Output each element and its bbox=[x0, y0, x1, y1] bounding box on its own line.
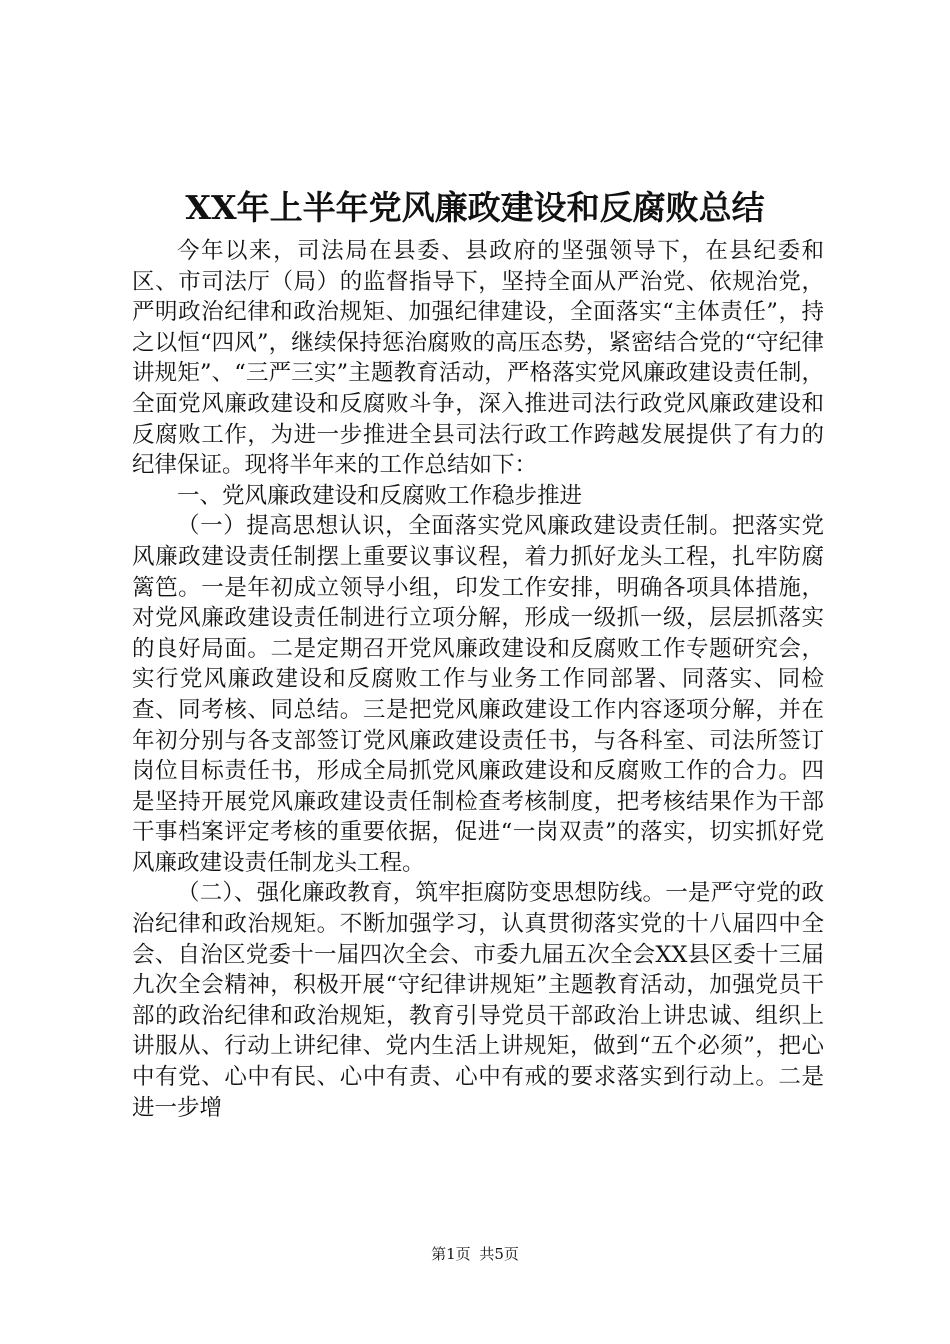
document-body bbox=[132, 236, 824, 1123]
paragraph-subsection-1: （一）提高思想认识，全面落实党风廉政建设责任制。把落实党风廉政建设责任制摆上重要议事议程，着力抓好龙头工程，扎牢防腐篱笆。一是年初成立领导小组，印发工作安排，明确各项具体措施，对党风廉政建设责任制进行立项分解，形成一级抓一级，层层抓落实的良好局面。二是定期召开党风廉政建设和反腐败工作专题研究会，实行党风廉政建设和反腐败工作与业务工作同部署、同落实、同检查、同考核、同总结。三是把党风廉政建设工作内容逐项分解，并在年初分别与各支部签订党风廉政建设责任书，与各科室、司法所签订岗位目标责任书，形成全局抓党风廉政建设和反腐败工作的合力。四是坚持开展党风廉政建设责任制检查考核制度，把考核结果作为干部干事档案评定考核的重要依据，促进“一岗双责”的落实，切实抓好党风廉政建设责任制龙头工程。 bbox=[132, 513, 824, 876]
section-heading-1: 一、党风廉政建设和反腐败工作稳步推进 bbox=[177, 482, 583, 509]
document-title: XX年上半年党风廉政建设和反腐败总结 bbox=[185, 188, 765, 227]
paragraph-intro: 今年以来，司法局在县委、县政府的坚强领导下，在县纪委和区、市司法厅（局）的监督指导下，坚持全面从严治党、依规治党，严明政治纪律和政治规矩、加强纪律建设，全面落实“主体责任”，持之以恒“四风”，继续保持惩治腐败的高压态势，紧密结合党的“守纪律讲规矩”、“三严三实”主题教育活动，严格落实党风廉政建设责任制，全面党风廉政建设和反腐败斗争，深入推进司法行政党风廉政建设和反腐败工作，为进一步推进全县司法行政工作跨越发展提供了有力的纪律保证。现将半年来的工作总结如下： bbox=[132, 238, 824, 479]
paragraph-subsection-2: （二）、强化廉政教育，筑牢拒腐防变思想防线。一是严守党的政治纪律和政治规矩。不断加强学习，认真贯彻落实党的十八届四中全会、自治区党委十一届四次全会、市委九届五次全会XX县区委十三届九次全会精神，积极开展“守纪律讲规矩”主题教育活动，加强党员干部的政治纪律和政治规矩，教育引导党员干部政治上讲忠诚、组织上讲服从、行动上讲纪律、党内生活上讲规矩，做到“五个必须”，把心中有党、心中有民、心中有责、心中有戒的要求落实到行动上。二是进一步增 bbox=[132, 880, 824, 1121]
page-footer: 第1页 共5页 bbox=[431, 1245, 519, 1263]
